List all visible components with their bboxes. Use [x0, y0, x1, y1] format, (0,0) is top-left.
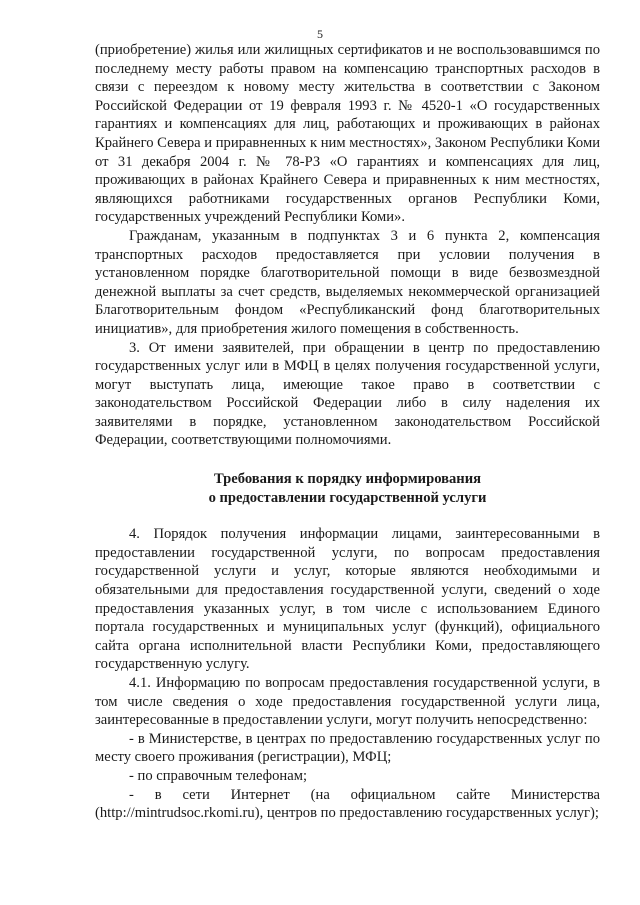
document-body: [95, 41, 600, 823]
list-item-phones: - по справочным телефонам;: [129, 767, 307, 784]
section-heading: [95, 470, 600, 507]
list-item-ministry: - в Министерстве, в центрах по предоставлению государственных услуг по месту своего проживания (регистрации), МФЦ;: [95, 730, 600, 766]
section-heading-line-2: о предоставлении государственной услуги: [208, 489, 487, 506]
page-number: 5: [317, 27, 323, 41]
list-item-internet: - в сети Интернет (на официальном сайте Министерства (http://mintrudsoc.rkomi.ru), центров по предоставлению государственных услуг);: [95, 786, 600, 822]
section-heading-line-1: Требования к порядку информирования: [213, 471, 482, 488]
paragraph-item-3: 3. От имени заявителей, при обращении в центр по предоставлению государственных услуг или в МФЦ в целях получения государственной услуги, могут выступать лица, имеющие такое право в соответствии с законодательством Российской Федерации либо в силу наделения их заявителями в порядке, установленном законодательством Российской Федерации, соответствующими полномочиями.: [95, 339, 600, 449]
paragraph-continuation: (приобретение) жилья или жилищных сертификатов и не воспользовавшимся по последнему месту работы правом на компенсацию транспортных расходов в связи с переездом к новому месту жительства в соответствии с Законом Российской Федерации от 19 февраля 1993 г. № 4520-1 «О государственных гарантиях и компенсациях для лиц, работающих и проживающих в районах Крайнего Севера и приравненных к ним местностях», Законом Республики Коми от 31 декабря 2004 г. № 78-РЗ «О гарантиях и компенсациях для лиц, проживающих в районах Крайнего Севера и приравненных к ним местностях, являющихся работниками государственных органов Республики Коми, государственных учреждений Республики Коми».: [95, 42, 600, 226]
paragraph-item-4: 4. Порядок получения информации лицами, заинтересованными в предоставлении государственной услуги, по вопросам предоставления государственной услуги и услуг, которые являются необходимыми и обязательными для предоставления государственной услуги, сведений о ходе предоставления указанных услуг, в том числе с использованием Единого портала государственных и муниципальных услуг (функций), официального сайта органа исполнительной власти Республики Коми, предоставляющего государственную услугу.: [95, 526, 600, 673]
paragraph-item-4-1: 4.1. Информацию по вопросам предоставления государственной услуги, в том числе сведения о ходе предоставления государственной услуги лица, заинтересованные в предоставлении услуги, могут получить непосредственно:: [95, 675, 600, 729]
paragraph-citizens-compensation: Гражданам, указанным в подпунктах 3 и 6 пункта 2, компенсация транспортных расходов предоставляется при условии получения в установленном порядке благотворительной помощи в виде безвозмездной денежной выплаты за счет средств, выделяемых некоммерческой организацией Благотворительным фондом «Республиканский фонд благотворительных инициатив», для приобретения жилого помещения в собственность.: [95, 227, 600, 337]
